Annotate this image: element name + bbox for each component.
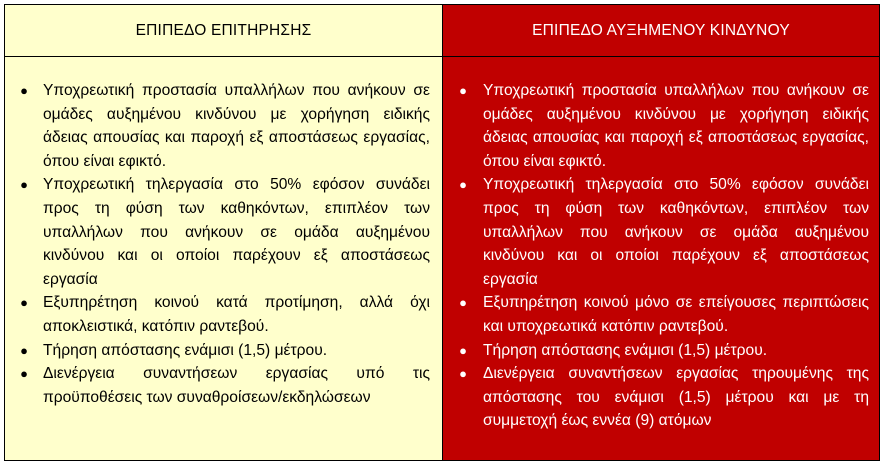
list-item-text: Τήρηση απόστασης ενάμισι (1,5) μέτρου. [43,341,328,359]
header-increased-risk-label: ΕΠΙΠΕΔΟ ΑΥΞΗΜΕΝΟΥ ΚΙΝΔΥΝΟΥ [532,21,790,39]
list-item-text: Υποχρεωτική προστασία υπαλλήλων που ανήκουν σε ομάδες αυξημένου κινδύνου με χορήγηση ειδικής άδειας απουσίας και παροχή εξ αποστάσεως εργασίας, όπου είναι εφικτό. [483,82,869,170]
bullet-icon: ● [20,295,28,311]
list-item-text: Υποχρεωτική προστασία υπαλλήλων που ανήκουν σε ομάδες αυξημένου κινδύνου με χορήγηση ειδικής άδειας απουσίας και παροχή εξ αποστάσεως εργασίας, όπου είναι εφικτό. [43,82,430,170]
list-item-text: Υποχρεωτική τηλεργασία στο 50% εφόσον συνάδει προς τη φύση των καθηκόντων, επιπλέον των υπαλλήλων που ανήκουν σε ομάδα αυξημένου κινδύνου και οι οποίοι παρέχουν εξ αποστάσεως εργασία [483,176,869,288]
bullet-icon: ● [459,83,467,98]
increased-risk-measures-column [443,57,879,460]
list-item [443,79,879,173]
bullet-icon: ● [20,342,28,358]
surveillance-measures-list [5,79,442,409]
list-item [443,173,879,291]
list-item [443,339,879,363]
list-item-text: Τήρηση απόστασης ενάμισι (1,5) μέτρου. [483,341,768,359]
list-item [5,173,442,291]
increased-risk-measures-list [443,79,879,433]
list-item [5,339,442,363]
list-item-text: Εξυπηρέτηση κοινού κατά προτίμηση, αλλά όχι αποκλειστικά, κατόπιν ραντεβού. [43,294,430,335]
bullet-icon: ● [20,177,28,193]
list-item [5,79,442,173]
bullet-icon: ● [459,295,467,311]
list-item [5,362,442,409]
bullet-icon: ● [459,342,467,358]
bullet-icon: ● [459,366,467,382]
list-item [5,291,442,338]
header-surveillance-label: ΕΠΙΠΕΔΟ ΕΠΙΤΗΡΗΣΗΣ [135,21,312,39]
levels-table [4,4,880,461]
header-surveillance-level [5,5,443,57]
header-increased-risk-level [443,5,879,57]
list-item [443,362,879,433]
list-item [443,291,879,338]
list-item-text: Υποχρεωτική τηλεργασία στο 50% εφόσον συνάδει προς τη φύση των καθηκόντων, επιπλέον των υπαλλήλων που ανήκουν σε ομάδα αυξημένου κινδύνου και οι οποίοι παρέχουν εξ αποστάσεως εργασία [43,176,430,288]
bullet-icon: ● [459,177,467,193]
list-item-text: Διενέργεια συναντήσεων εργασίας υπό τις προϋποθέσεις των συναθροίσεων/εκδηλώσεων [43,365,430,406]
list-item-text: Εξυπηρέτηση κοινού μόνο σε επείγουσες περιπτώσεις και υποχρεωτικά κατόπιν ραντεβού. [483,294,869,335]
bullet-icon: ● [20,83,28,98]
bullet-icon: ● [20,366,28,382]
list-item-text: Διενέργεια συναντήσεων εργασίας τηρουμένης της απόστασης του ενάμισι (1,5) μέτρου και με τη συμμετοχή έως εννέα (9) ατόμων [483,365,869,430]
surveillance-measures-column [5,57,443,460]
